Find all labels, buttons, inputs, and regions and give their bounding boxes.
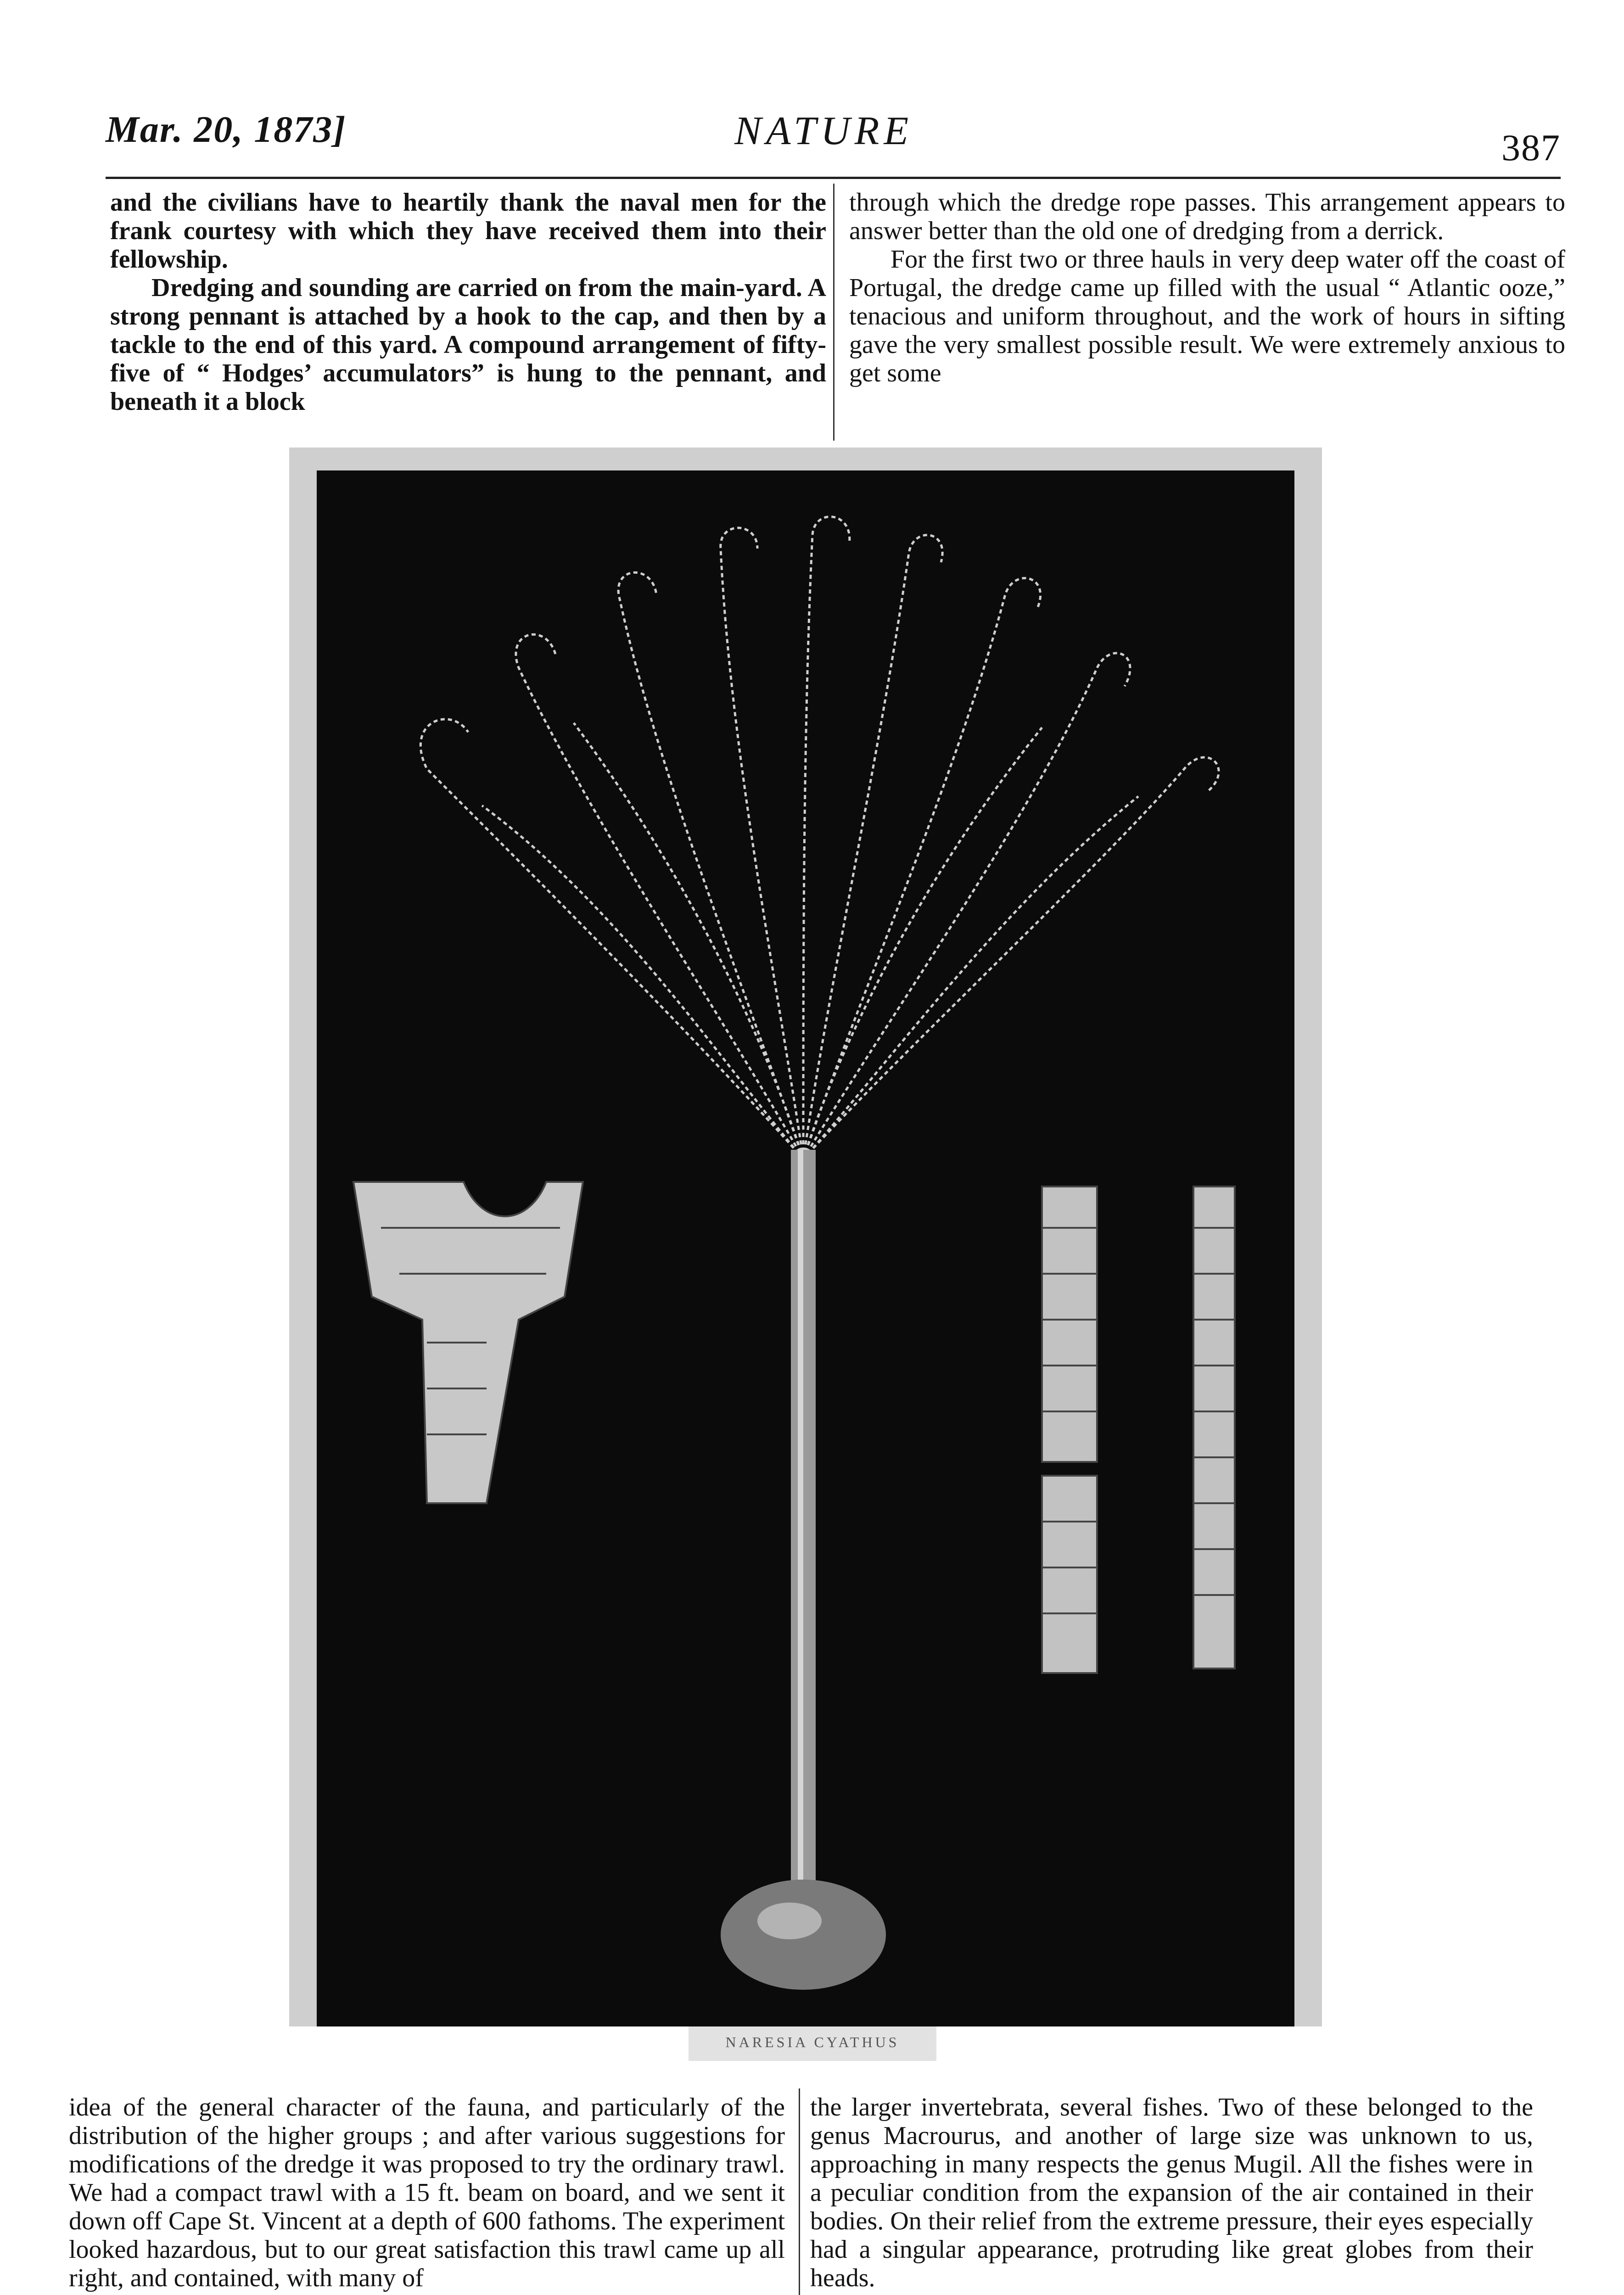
bottom-left-column (69, 2093, 785, 2292)
top-left-column (110, 188, 826, 416)
bottom-right-column (810, 2093, 1533, 2292)
header-date: Mar. 20, 1873] (106, 108, 347, 150)
journal-title: NATURE (734, 109, 913, 153)
paragraph: and the civilians have to heartily thank the naval men for the frank courtesy with which they have received them into their fellowship. (110, 188, 826, 274)
naresia-cyathus-engraving (289, 448, 1322, 2026)
paragraph: For the first two or three hauls in very deep water off the coast of Portugal, the dredge came up filled with the usual “ Atlantic ooze,” tenacious and uniform throughout, and the work of hours in sifting gave the very smallest possible result. We were extremely anxious to get some (849, 245, 1565, 387)
column-divider (799, 2088, 800, 2295)
paragraph: through which the dredge rope passes. This arrangement appears to answer better than the old one of dredging from a derrick. (849, 188, 1565, 245)
page-header (101, 99, 1561, 168)
column-divider (833, 184, 834, 441)
figure-caption: NARESIA CYATHUS (725, 2034, 900, 2050)
page-number: 387 (1501, 127, 1561, 168)
engraving-figure (289, 448, 1322, 2026)
paragraph: idea of the general character of the fauna, and particularly of the distribution of the higher groups ; and after various suggestions for modifications of the dredge it was proposed to try the ordinary trawl. We had a compact trawl with a 15 ft. beam on board, and we sent it down off Cape St. Vincent at a depth of 600 fathoms. The experiment looked hazardous, but to our great satisfaction this trawl came up all right, and contained, with many of (69, 2093, 785, 2292)
figure-caption-band (689, 2026, 936, 2061)
top-right-column (849, 188, 1565, 387)
header-rule (106, 177, 1561, 179)
paragraph: the larger invertebrata, several fishes. Two of these belonged to the genus Macrourus, and another of large size was unknown to us, approaching in many respects the genus Mugil. All the fishes were in a peculiar condition from the expansion of the air contained in their bodies. On their relief from the extreme pressure, their eyes especially had a singular appearance, protruding like great globes from their heads. (810, 2093, 1533, 2292)
paragraph: Dredging and sounding are carried on from the main-yard. A strong pennant is attached by a hook to the cap, and then by a tackle to the end of this yard. A compound arrangement of fifty-five of “ Hodges’ accumulators” is hung to the pennant, and beneath it a block (110, 274, 826, 416)
